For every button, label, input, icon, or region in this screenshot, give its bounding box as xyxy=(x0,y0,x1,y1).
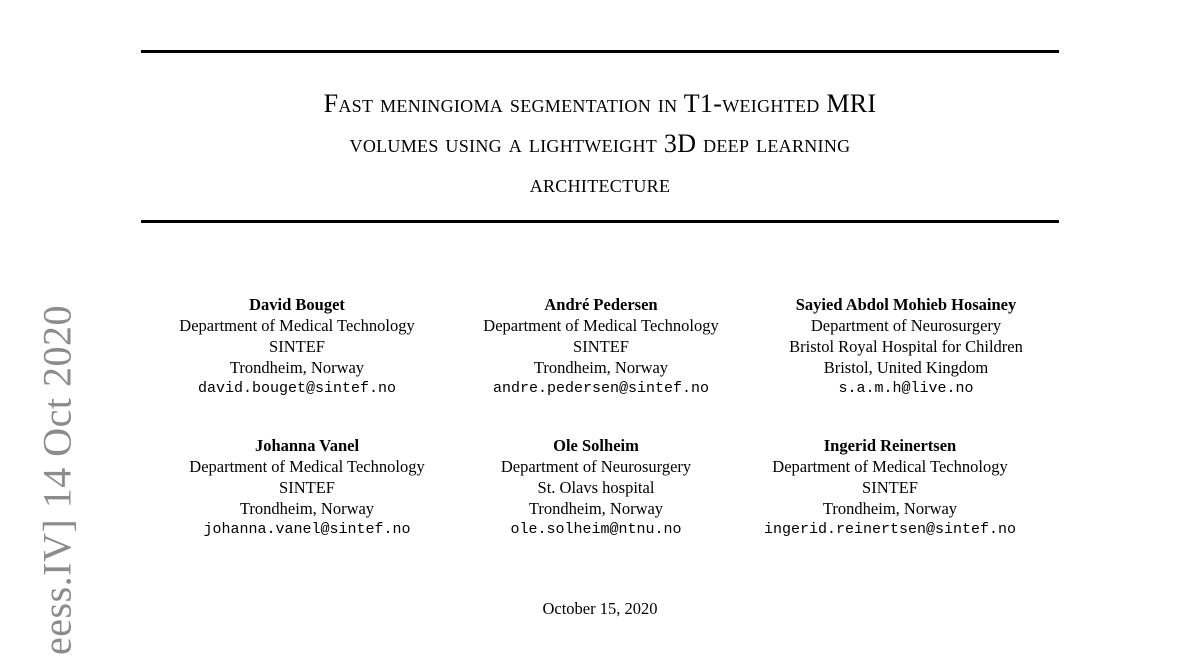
title-bottom-rule xyxy=(141,220,1059,223)
author-name: Ingerid Reinertsen xyxy=(823,436,957,455)
author-department: Department of Medical Technology xyxy=(179,316,415,335)
author-department: Department of Neurosurgery xyxy=(810,316,1002,335)
author-email: s.a.m.h@live.no xyxy=(838,380,974,397)
author-block xyxy=(746,294,1066,399)
author-name: Sayied Abdol Mohieb Hosainey xyxy=(795,295,1017,314)
author-location: Trondheim, Norway xyxy=(528,499,664,518)
author-email: david.bouget@sintef.no xyxy=(197,380,397,397)
author-location: Trondheim, Norway xyxy=(533,358,669,377)
author-block xyxy=(147,435,467,540)
author-name: David Bouget xyxy=(249,295,345,314)
author-department: Department of Medical Technology xyxy=(483,316,719,335)
title-line-1: Fast meningioma segmentation in T1-weighted MRI xyxy=(323,89,877,118)
author-block xyxy=(436,435,756,540)
author-location: Trondheim, Norway xyxy=(239,499,375,518)
author-email: andre.pedersen@sintef.no xyxy=(492,380,710,397)
paper-date: October 15, 2020 xyxy=(542,599,658,618)
author-institution: Bristol Royal Hospital for Children xyxy=(789,337,1023,356)
author-email: ingerid.reinertsen@sintef.no xyxy=(763,521,1017,538)
author-department: Department of Medical Technology xyxy=(189,457,425,476)
author-institution: SINTEF xyxy=(573,337,629,356)
author-name: André Pedersen xyxy=(544,295,658,314)
author-institution: SINTEF xyxy=(269,337,325,356)
author-location: Trondheim, Norway xyxy=(822,499,958,518)
author-institution: SINTEF xyxy=(279,478,335,497)
author-email: ole.solheim@ntnu.no xyxy=(510,521,682,538)
author-name: Ole Solheim xyxy=(553,436,639,455)
author-department: Department of Neurosurgery xyxy=(500,457,692,476)
title-top-rule xyxy=(141,50,1059,53)
author-block xyxy=(441,294,761,399)
author-department: Department of Medical Technology xyxy=(772,457,1008,476)
title-line-3: architecture xyxy=(529,169,671,198)
author-location: Trondheim, Norway xyxy=(229,358,365,377)
author-name: Johanna Vanel xyxy=(254,436,360,455)
paper-title xyxy=(141,84,1059,204)
author-location: Bristol, United Kingdom xyxy=(823,358,989,377)
author-institution: SINTEF xyxy=(862,478,918,497)
author-email: johanna.vanel@sintef.no xyxy=(203,521,411,538)
author-institution: St. Olavs hospital xyxy=(537,478,655,497)
author-block xyxy=(730,435,1050,540)
arxiv-side-stamp: eess.IV] 14 Oct 2020 xyxy=(34,305,80,655)
author-block xyxy=(137,294,457,399)
title-line-2: volumes using a lightweight 3D deep learning xyxy=(349,129,851,158)
